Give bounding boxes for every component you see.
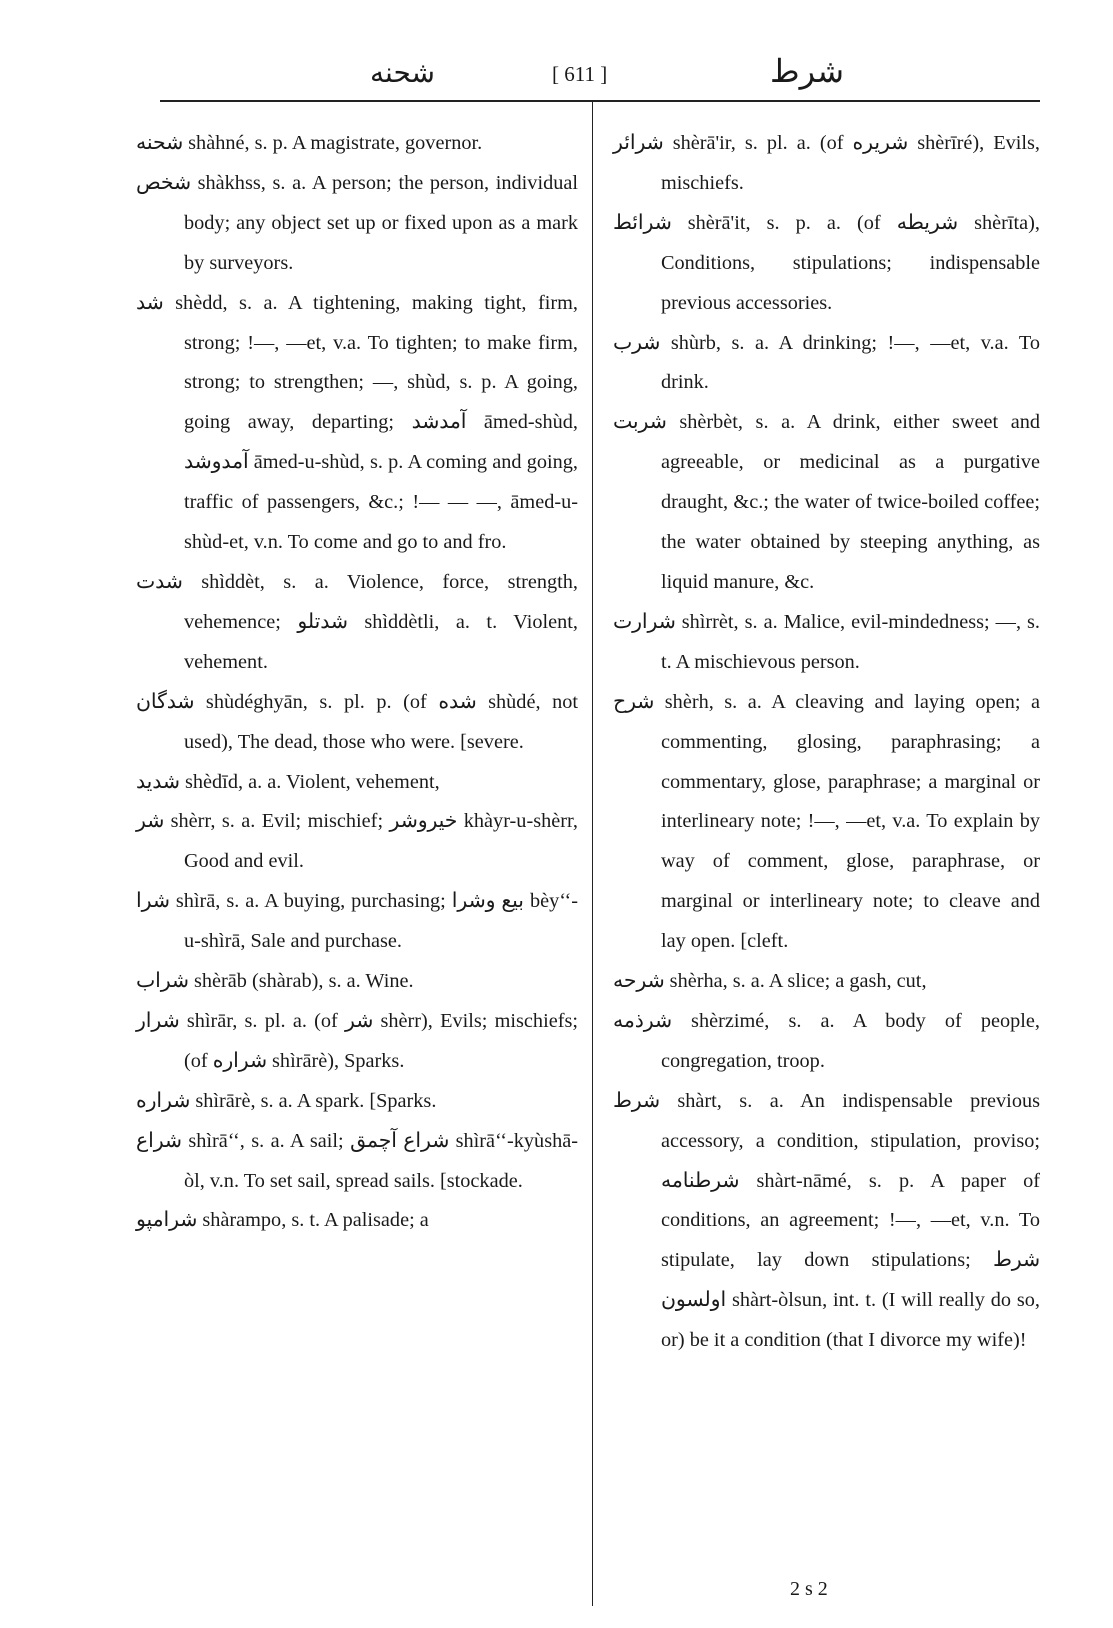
entry-text: شدگان shùdéghyān, s. pl. p. (of شده shùdé, not used), The dead, those who were. [severe. xyxy=(136,690,584,753)
right-column xyxy=(613,124,1046,1361)
entry-text: شرح shèrh, s. a. A cleaving and laying open; a commenting, glosing, paraphrasing; a commentary, glose, paraphrase; a marginal or interlineary note; !—, —et, v.a. To explain by way of comment, glose, paraphrase, or marginal or interlineary note; to cleave and lay open. [cleft. xyxy=(613,690,1046,953)
running-headword-left: شحنه xyxy=(370,58,435,89)
entry-text: شرائط shèrā'it, s. p. a. (of شریطه shèrīta), Conditions, stipulations; indispensable previous accessories. xyxy=(613,211,1046,314)
dictionary-entry xyxy=(136,1002,584,1082)
dictionary-entry xyxy=(613,683,1046,962)
entry-text: شرذمه shèrzimé, s. a. A body of people, congregation, troop. xyxy=(613,1009,1046,1072)
signature-mark: 2 s 2 xyxy=(790,1578,828,1600)
header-rule xyxy=(160,100,1040,102)
dictionary-entry xyxy=(136,802,584,882)
entry-text: شراب shèrāb (shàrab), s. a. Wine. xyxy=(136,970,414,993)
entry-text: شراع shìrā‘‘, s. a. A sail; شراع آچمق shìrā‘‘-kyùshā-òl, v.n. To set sail, spread sails. [stockade. xyxy=(136,1129,578,1192)
dictionary-entry xyxy=(613,204,1046,324)
dictionary-entry xyxy=(136,1201,578,1241)
dictionary-entry xyxy=(136,683,584,763)
entry-text: شرا shìrā, s. a. A buying, purchasing; بیع وشرا bèy‘‘-u-shìrā, Sale and purchase. xyxy=(136,890,578,953)
page-header xyxy=(160,52,1040,98)
entry-text: شرائر shèrā'ir, s. pl. a. (of شریره shèrīré), Evils, mischiefs. xyxy=(613,132,1046,194)
entry-text: شر shèrr, s. a. Evil; mischief; خیروشر khàyr-u-shèrr, Good and evil. xyxy=(136,810,584,873)
entry-text: شدت shìddèt, s. a. Violence, force, strength, vehemence; شدتلو shìddètli, a. t. Violent, vehement. xyxy=(136,570,584,673)
dictionary-entry xyxy=(136,763,578,803)
dictionary-entry xyxy=(136,124,578,164)
entry-text: شرار shìrār, s. pl. a. (of شر shèrr), Evils; mischiefs; (of شراره shìrārè), Sparks. xyxy=(136,1009,584,1072)
entry-text: شرط shàrt, s. a. An indispensable previous accessory, a condition, stipulation, proviso; شرطنامه shàrt-nāmé, s. p. A paper of conditions, an agreement; !—, —et, v.n. To stipulate, lay down stipulations; شرط اولسون shàrt-òlsun, int. t. (I will really do so, or) be it a condition (that I divorce my wife)! xyxy=(613,1089,1046,1352)
page-number: [ 611 ] xyxy=(552,62,608,86)
dictionary-entry xyxy=(613,324,1046,404)
dictionary-entry xyxy=(136,882,578,962)
dictionary-entry xyxy=(613,1082,1046,1361)
dictionary-entry xyxy=(613,603,1046,683)
dictionary-entry xyxy=(136,962,578,1002)
left-column xyxy=(136,124,584,1241)
entry-text: شربت shèrbèt, s. a. A drink, either sweet and agreeable, or medicinal as a purgative draught, &c.; the water of twice-boiled coffee; the water obtained by steeping anything, as liquid manure, &c. xyxy=(613,411,1046,593)
entry-text: شخص shàkhss, s. a. A person; the person, individual body; any object set up or fixed upon as a mark by surveyors. xyxy=(136,171,584,274)
running-headword-right: شرط xyxy=(770,53,845,89)
column-divider xyxy=(592,102,593,1606)
entry-text: شراره shìrārè, s. a. A spark. [Sparks. xyxy=(136,1089,437,1112)
entry-text: شد shèdd, s. a. A tightening, making tight, firm, strong; !—, —et, v.a. To tighten; to make firm, strong; to strengthen; —, shùd, s. p. A going, going away, departing; آمدشد āmed-shùd, آمدوشد āmed-u-shùd, s. p. A coming and going, traffic of passengers, &c.; !— — —, āmed-u-shùd-et, v.n. To come and go to and fro. xyxy=(136,291,584,554)
dictionary-entry xyxy=(136,1082,578,1122)
dictionary-entry xyxy=(136,164,584,284)
dictionary-entry xyxy=(613,124,1046,204)
entry-text: شدید shèdīd, a. a. Violent, vehement, xyxy=(136,770,440,793)
dictionary-entry xyxy=(136,1122,578,1202)
dictionary-entry xyxy=(136,284,584,563)
entry-text: شرارت shìrrèt, s. a. Malice, evil-mindedness; —, s. t. A mischievous person. xyxy=(613,610,1046,673)
dictionary-entry xyxy=(613,403,1046,603)
dictionary-entry xyxy=(613,1002,1046,1082)
entry-text: شحنه shàhné, s. p. A magistrate, governor. xyxy=(136,132,483,154)
entry-text: شرحه shèrha, s. a. A slice; a gash, cut, xyxy=(613,970,927,993)
dictionary-entry xyxy=(613,962,1040,1002)
entry-text: شرب shùrb, s. a. A drinking; !—, —et, v.a. To drink. xyxy=(613,331,1046,394)
dictionary-entry xyxy=(136,563,584,683)
entry-text: شرامپو shàrampo, s. t. A palisade; a xyxy=(136,1209,429,1232)
